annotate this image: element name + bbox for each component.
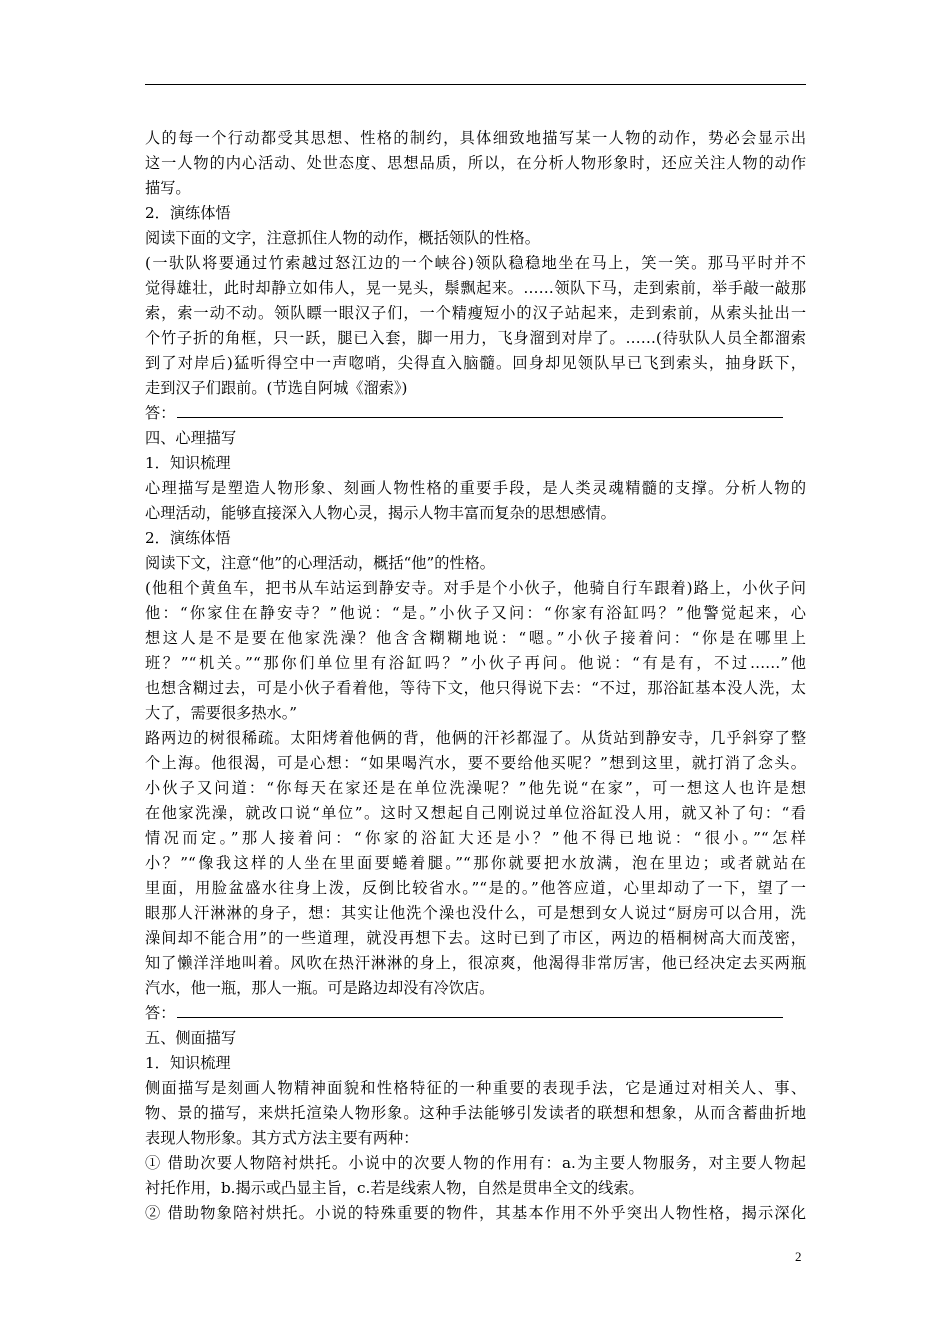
text-line: 描写。 xyxy=(145,179,191,197)
text-line: 知了懒洋洋地叫着。风吹在热汗淋淋的身上，很凉爽，他渴得非常厉害，他已经决定去买两瓶 xyxy=(145,954,806,972)
text-line: 情况而定。”那人接着问：“你家的浴缸大还是小？”他不得已地说：“很小。”“怎样 xyxy=(145,829,806,847)
text-line: (他租个黄鱼车，把书从车站运到静安寺。对手是个小伙子，他骑自行车跟着)路上，小伙子问 xyxy=(145,579,806,597)
text-line: 物、景的描写，来烘托渲染人物形象。这种手法能够引发读者的联想和想象，从而含蓄曲折地 xyxy=(145,1104,806,1122)
answer-label: 答： xyxy=(145,1004,176,1022)
text-line: (一驮队将要通过竹索越过怒江边的一个峡谷)领队稳稳地坐在马上，笑一笑。那马平时并不 xyxy=(145,254,806,272)
text-line: 到了对岸后)猛听得空中一声唿哨，尖得直入脑髓。回身却见领队早已飞到索头，抽身跃下， xyxy=(145,354,806,372)
text-line: 1．知识梳理 xyxy=(145,1054,231,1072)
text-line: 阅读下文，注意“他”的心理活动，概括“他”的性格。 xyxy=(145,554,495,572)
text-line: 眼那人汗淋淋的身子，想：其实让他洗个澡也没什么，可是想到女人说过“厨房可以合用，洗 xyxy=(145,904,806,922)
text-line: 大了，需要很多热水。” xyxy=(145,704,298,722)
answer-label: 答： xyxy=(145,404,176,422)
page-number: 2 xyxy=(795,1249,802,1264)
text-line: 人的每一个行动都受其思想、性格的制约，具体细致地描写某一人物的动作，势必会显示出 xyxy=(145,129,806,147)
text-line: 侧面描写是刻画人物精神面貌和性格特征的一种重要的表现手法，它是通过对相关人、事、 xyxy=(145,1079,806,1097)
text-line: 四、心理描写 xyxy=(145,429,237,447)
text-line: 心理活动，能够直接深入人物心灵，揭示人物丰富而复杂的思想感情。 xyxy=(145,504,616,522)
text-line: 2．演练体悟 xyxy=(145,204,231,222)
text-line: 觉得雄壮，此时却静立如伟人，晃一晃头，鬃飘起来。……领队下马，走到索前，举手敲一敲那 xyxy=(145,279,806,297)
text-line: 衬托作用，b.揭示或凸显主旨，c.若是线索人物，自然是贯串全文的线索。 xyxy=(145,1179,644,1197)
text-line: 小伙子又问道：“你每天在家还是在单位洗澡呢？”他先说“在家”，可一想这人也许是想 xyxy=(145,779,806,797)
text-line: 路两边的树很稀疏。太阳烤着他俩的背，他俩的汗衫都湿了。从货站到静安寺，几乎斜穿了整 xyxy=(145,729,806,747)
text-line: 走到汉子们跟前。(节选自阿城《溜索》) xyxy=(145,379,408,397)
text-line: 阅读下面的文字，注意抓住人物的动作，概括领队的性格。 xyxy=(145,229,540,247)
text-line: 这一人物的内心活动、处世态度、思想品质，所以，在分析人物形象时，还应关注人物的动作 xyxy=(145,154,806,172)
text-line: ② 借助物象陪衬烘托。小说的特殊重要的物件，其基本作用不外乎突出人物性格，揭示深化 xyxy=(145,1204,806,1222)
text-line: 在他家洗澡，就改口说“单位”。这时又想起自己刚说过单位浴缸没人用，就又补了句：“看 xyxy=(145,804,806,822)
header-rule xyxy=(145,84,806,85)
text-line: 个上海。他很渴，可是心想：“如果喝汽水，要不要给他买呢？”想到这里，就打消了念头。 xyxy=(145,754,806,772)
text-line: 他：“你家住在静安寺？”他说：“是。”小伙子又问：“你家有浴缸吗？”他警觉起来，心 xyxy=(145,604,806,622)
text-line: 汽水，他一瓶，那人一瓶。可是路边却没有冷饮店。 xyxy=(145,979,495,997)
text-line: 也想含糊过去，可是小伙子看着他，等待下文，他只得说下去：“不过，那浴缸基本没人洗，太 xyxy=(145,679,806,697)
answer-line xyxy=(145,401,806,426)
answer-blank[interactable] xyxy=(177,405,783,418)
text-line: 表现人物形象。其方式方法主要有两种： xyxy=(145,1129,419,1147)
text-line: 1．知识梳理 xyxy=(145,454,231,472)
text-line: 心理描写是塑造人物形象、刻画人物性格的重要手段，是人类灵魂精髓的支撑。分析人物的 xyxy=(145,479,806,497)
answer-blank[interactable] xyxy=(177,1005,783,1018)
text-line: 个竹子折的角框，只一跃，腿已入套，脚一用力，飞身溜到对岸了。……(待驮队人员全都溜索 xyxy=(145,329,806,347)
body-text xyxy=(145,126,806,1226)
text-line: 索，索一动不动。领队瞟一眼汉子们，一个精瘦短小的汉子站起来，走到索前，从索头扯出一 xyxy=(145,304,806,322)
text-line: 小？”“像我这样的人坐在里面要蜷着腿。”“那你就要把水放满，泡在里边；或者就站在 xyxy=(145,854,806,872)
text-line: ① 借助次要人物陪衬烘托。小说中的次要人物的作用有：a.为主要人物服务，对主要人物起 xyxy=(145,1154,806,1172)
text-line: 五、侧面描写 xyxy=(145,1029,237,1047)
text-line: 2．演练体悟 xyxy=(145,529,231,547)
answer-line xyxy=(145,1001,806,1026)
text-line: 想这人是不是要在他家洗澡？他含含糊糊地说：“嗯。”小伙子接着问：“你是在哪里上 xyxy=(145,629,806,647)
text-line: 里面，用脸盆盛水往身上泼，反倒比较省水。”“是的。”他答应道，心里却动了一下，望了一 xyxy=(145,879,806,897)
text-line: 班？”“机关。”“那你们单位里有浴缸吗？”小伙子再问。他说：“有是有，不过……”他 xyxy=(145,654,806,672)
text-line: 澡间却不能合用”的一些道理，就没再想下去。这时已到了市区，两边的梧桐树高大而茂密， xyxy=(145,929,806,947)
